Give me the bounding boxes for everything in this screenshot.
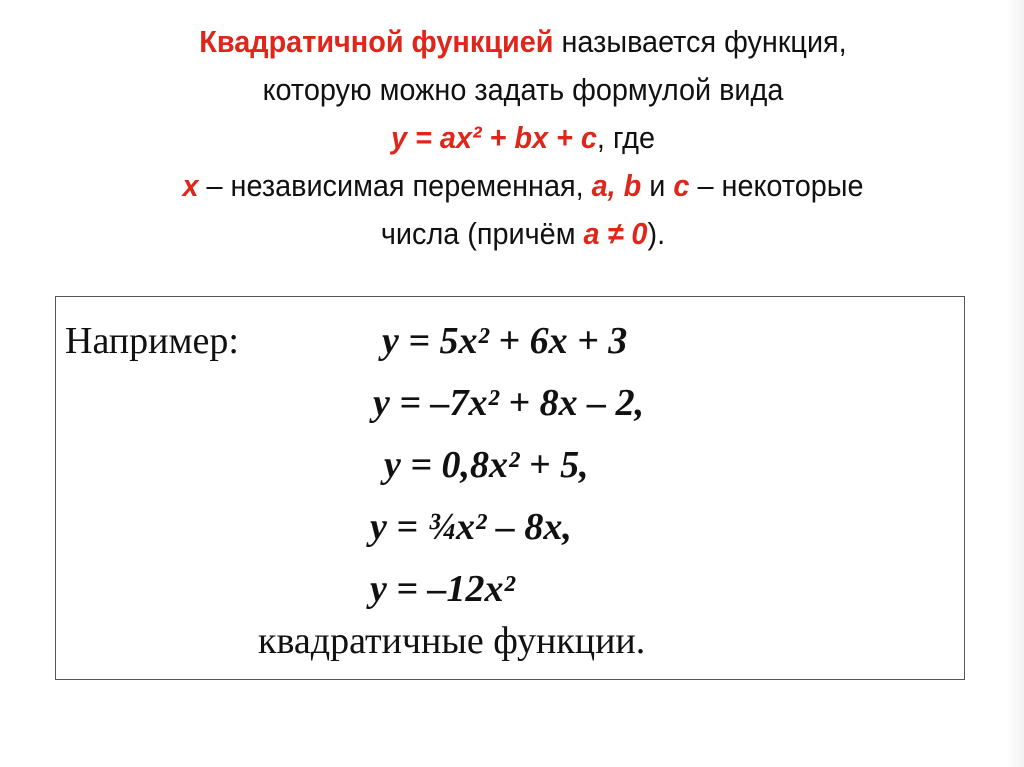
example-formula-1: y = 5x² + 6x + 3: [382, 320, 628, 362]
definition-line-5-end: ).: [647, 216, 666, 251]
examples-conclusion: квадратичные функции.: [258, 620, 646, 662]
coefficient-c: c: [673, 168, 690, 203]
nonzero-condition: a ≠ 0: [583, 216, 648, 251]
definition-line-4-rest: – некоторые: [689, 168, 864, 203]
defined-term: Квадратичной функцией: [199, 24, 554, 59]
examples-label: Например:: [65, 320, 239, 362]
definition-text: [74, 18, 972, 258]
definition-line-2: которую можно задать формулой вида: [262, 72, 784, 107]
example-formula-3: y = 0,8x² + 5,: [384, 444, 589, 486]
definition-line-4-text-1: – независимая переменная,: [198, 168, 592, 203]
definition-line-1-rest: называется функция,: [553, 24, 847, 59]
definition-line-5-start: числа (причём: [380, 216, 584, 251]
general-formula: y = ax² + bx + c: [390, 120, 597, 155]
definition-line-4-and: и: [641, 168, 674, 203]
example-formula-2: y = –7x² + 8x – 2,: [373, 382, 645, 424]
slide-edge-shadow: [1006, 0, 1024, 767]
definition-line-1: [74, 18, 972, 66]
definition-line-3: [74, 114, 972, 162]
definition-line-4: [74, 162, 972, 210]
examples-box: [55, 296, 965, 680]
definition-line-3-rest: , где: [596, 120, 656, 155]
variable-x: x: [182, 168, 199, 203]
example-formula-4: y = ¾x² – 8x,: [370, 506, 572, 548]
coefficients-ab: a, b: [591, 168, 642, 203]
example-formula-5: y = –12x²: [370, 568, 515, 610]
definition-line-5: [74, 210, 972, 258]
